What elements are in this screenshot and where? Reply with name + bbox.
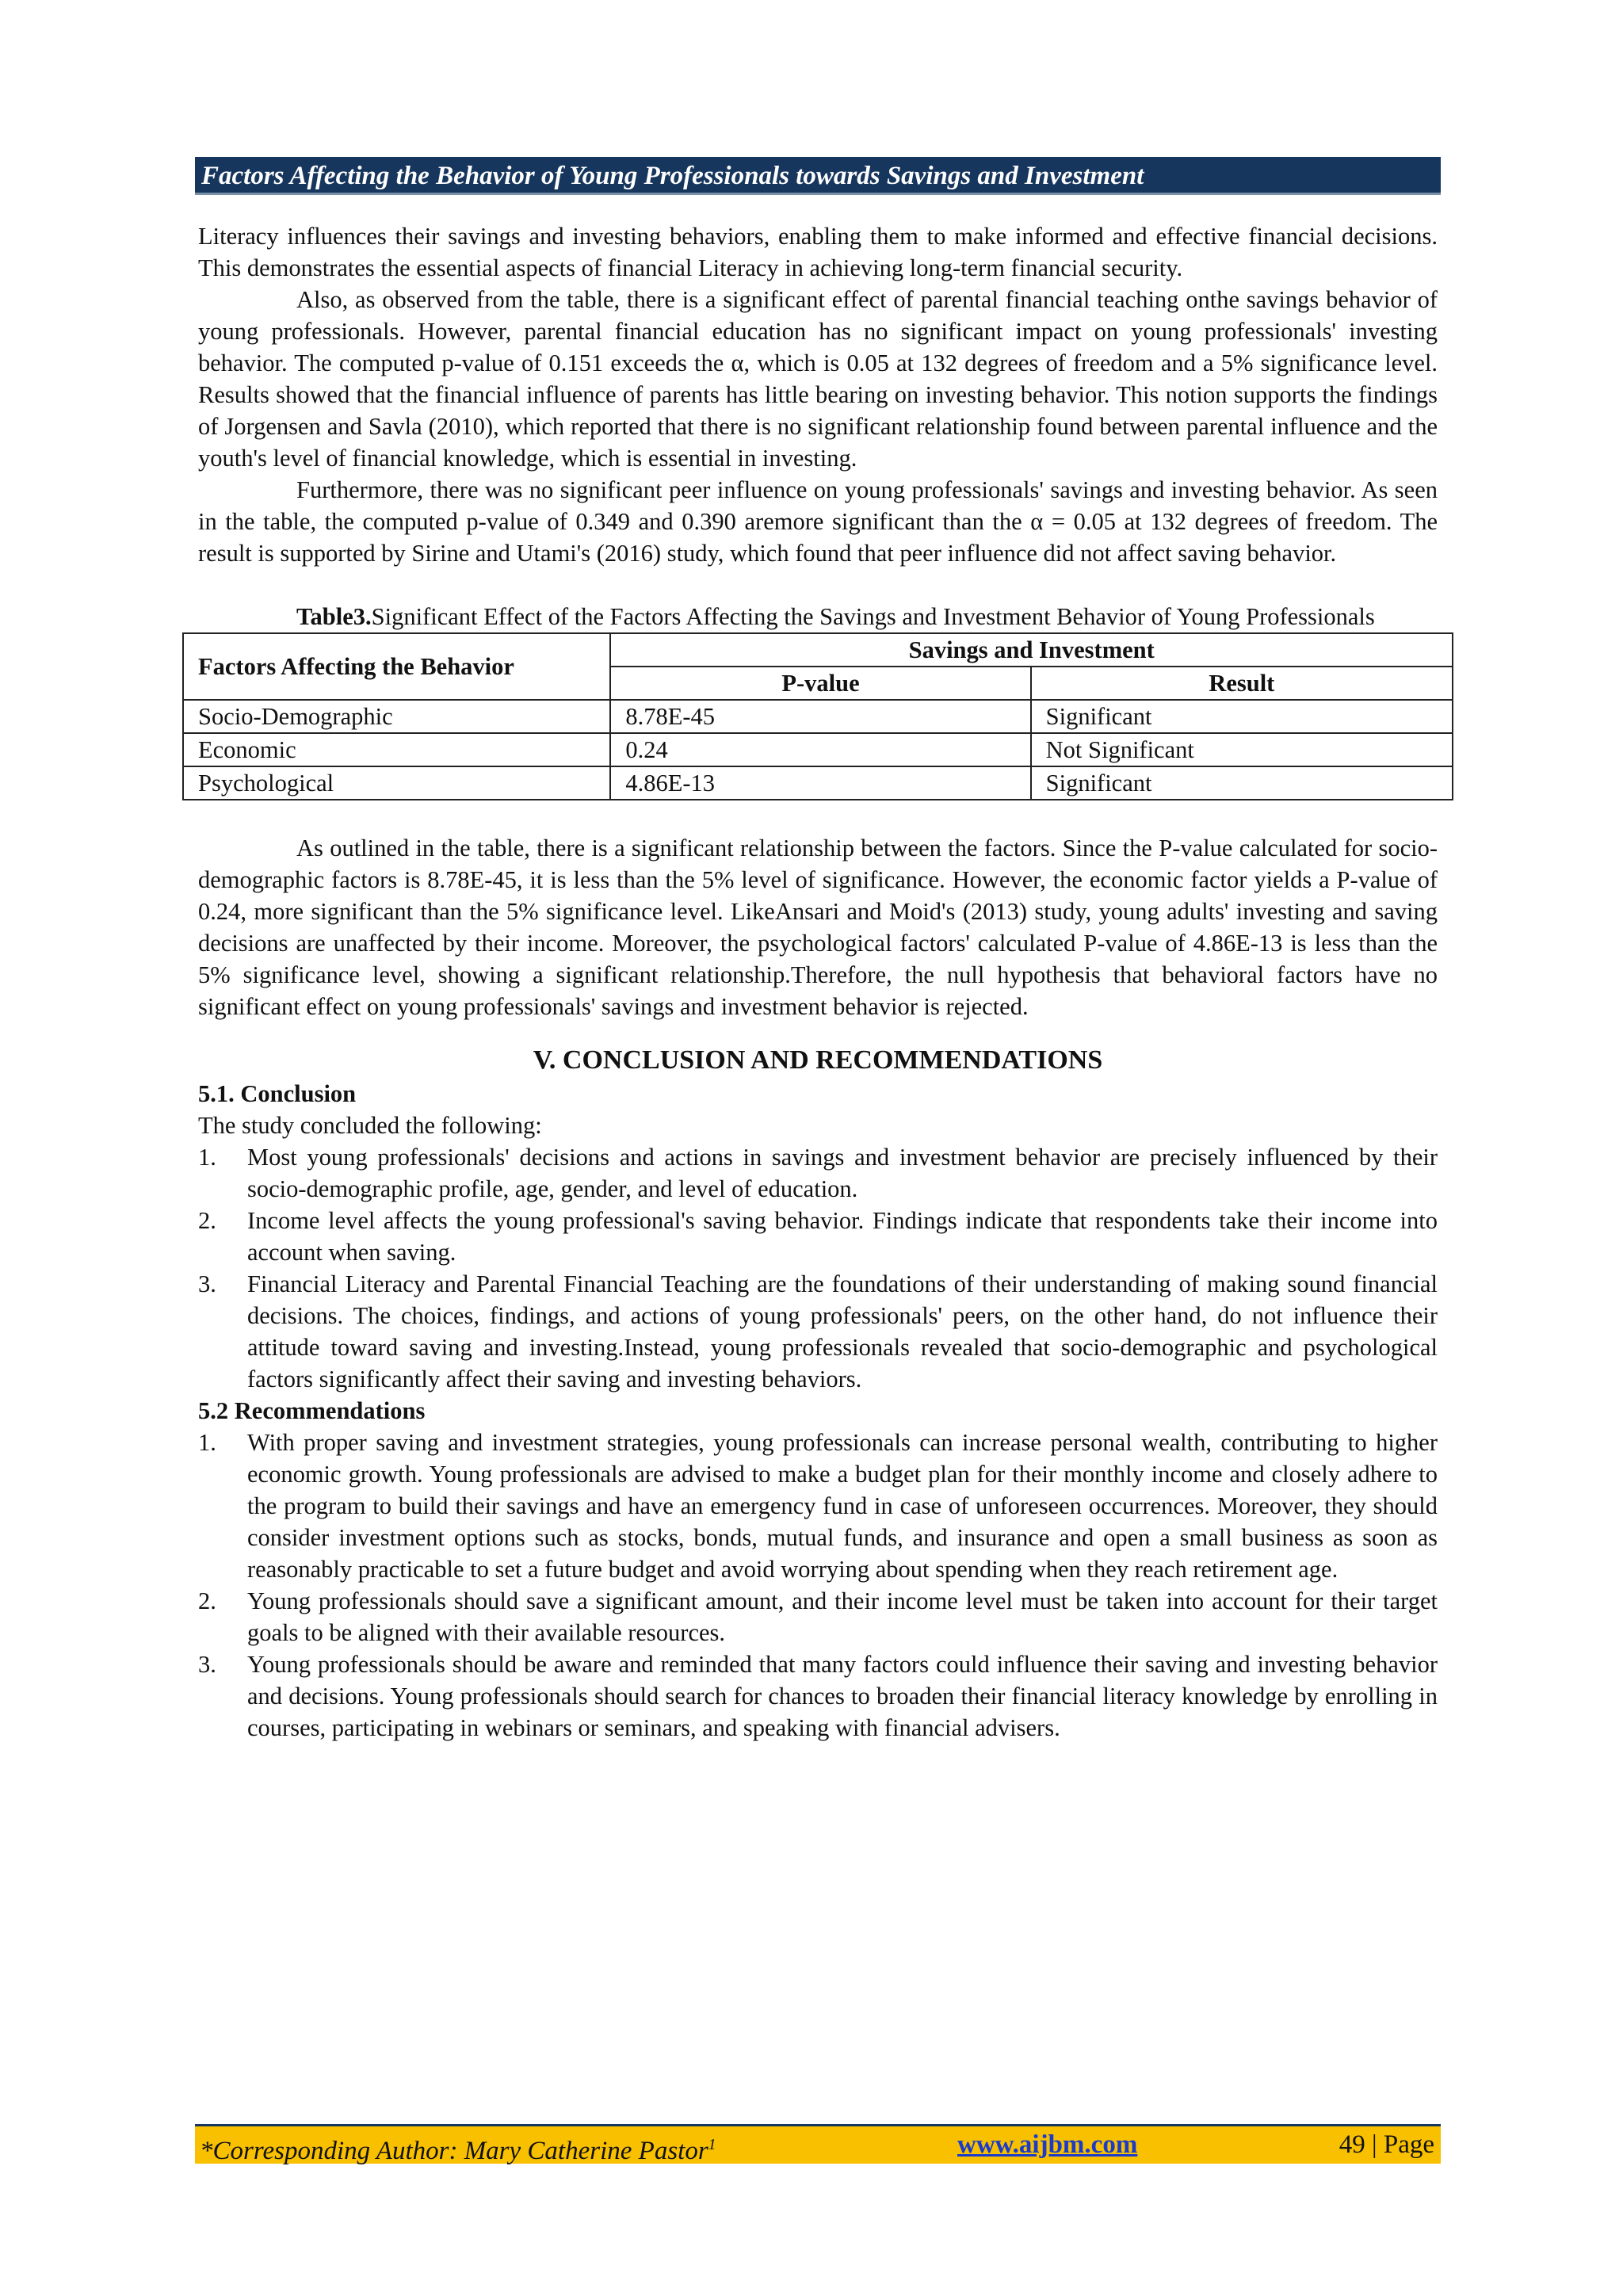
conclusion-list: [198, 1141, 1438, 1395]
author-affiliation-mark: 1: [708, 2136, 716, 2153]
list-item-number: 2.: [198, 1587, 216, 1614]
conclusion-heading: 5.1. Conclusion: [198, 1080, 357, 1107]
list-item-text: Income level affects the young professional's saving behavior. Findings indicate that respondents take their income into account when saving.: [247, 1207, 1438, 1266]
list-item-number: 1.: [198, 1429, 216, 1456]
table-row: [183, 733, 1453, 766]
list-item: [198, 1585, 1438, 1648]
conclusion-intro: The study concluded the following:: [198, 1112, 542, 1139]
page-footer: [195, 2124, 1441, 2164]
list-item: [198, 1205, 1438, 1268]
table-header-pvalue: P-value: [610, 667, 1030, 700]
table-caption: [198, 601, 1438, 632]
paragraph-literacy: Literacy influences their savings and investing behaviors, enabling them to make informed and effective financial decisions. This demonstrates the essential aspects of financial Literacy in achieving long-term financial security.: [198, 223, 1438, 281]
page-content: [198, 220, 1438, 1744]
table-row: [183, 700, 1453, 733]
paragraph-parental: Also, as observed from the table, there is a significant effect of parental financial teaching onthe savings behavior of young professionals. However, parental financial education has no significant impact on young professionals' investing behavior. The computed p-value of 0.151 exceeds the α, which is 0.05 at 132 degrees of freedom and a 5% significance level. Results showed that the financial influence of parents has little bearing on investing behavior. This notion supports the findings of Jorgensen and Savla (2010), which reported that there is no significant relationship found between parental influence and the youth's level of financial knowledge, which is essential in investing.: [198, 286, 1438, 472]
list-item-text: Young professionals should save a significant amount, and their income level must be taken into account for their target goals to be aligned with their available resources.: [247, 1587, 1438, 1646]
table-header-group: Savings and Investment: [610, 633, 1453, 667]
list-item: [198, 1268, 1438, 1395]
section-title: V. CONCLUSION AND RECOMMENDATIONS: [533, 1045, 1103, 1075]
table-cell-result: Significant: [1031, 700, 1453, 733]
table-cell-result: Significant: [1031, 766, 1453, 800]
running-header: [195, 157, 1441, 195]
list-item-text: Most young professionals' decisions and actions in savings and investment behavior are precisely influenced by their socio-demographic profile, age, gender, and level of education.: [247, 1144, 1438, 1202]
table-cell-factor: Psychological: [183, 766, 610, 800]
table-row: [183, 766, 1453, 800]
recommendations-list: [198, 1427, 1438, 1744]
table-header-row: [183, 633, 1453, 667]
paragraph-peer: Furthermore, there was no significant peer influence on young professionals' savings and investing behavior. As seen in the table, the computed p-value of 0.349 and 0.390 aremore significant than the α = 0.05 at 132 degrees of freedom. The result is supported by Sirine and Utami's (2016) study, which found that peer influence did not affect saving behavior.: [198, 476, 1438, 567]
table-cell-pvalue: 4.86E-13: [610, 766, 1030, 800]
journal-website-link[interactable]: www.aijbm.com: [957, 2130, 1138, 2159]
table-cell-factor: Socio-Demographic: [183, 700, 610, 733]
table-caption-label: Table3.: [296, 603, 372, 630]
running-header-title: Factors Affecting the Behavior of Young Professionals towards Savings and Investment: [201, 162, 1144, 190]
list-item: [198, 1427, 1438, 1585]
corresponding-author: [200, 2126, 716, 2169]
results-table: [182, 632, 1453, 800]
list-item: [198, 1141, 1438, 1205]
list-item-text: With proper saving and investment strategies, young professionals can increase personal wealth, contributing to higher economic growth. Young professionals are advised to make a budget plan for their monthly income and closely adhere to the program to build their savings and have an emergency fund in case of unforeseen occurrences. Moreover, they should consider investment options such as stocks, bonds, mutual funds, and insurance and open a small business as soon as reasonably practicable to set a future budget and avoid worrying about spending when they reach retirement age.: [247, 1429, 1438, 1583]
table-cell-pvalue: 8.78E-45: [610, 700, 1030, 733]
paragraph-table-discussion: As outlined in the table, there is a significant relationship between the factors. Since the P-value calculated for socio-demographic factors is 8.78E-45, it is less than the 5% level of significance. However, the economic factor yields a P-value of 0.24, more significant than the 5% significance level. LikeAnsari and Moid's (2013) study, young adults' investing and saving decisions are unaffected by their income. Moreover, the psychological factors' calculated P-value of 4.86E-13 is less than the 5% significance level, showing a significant relationship.Therefore, the null hypothesis that behavioral factors have no significant effect on young professionals' savings and investment behavior is rejected.: [198, 835, 1438, 1020]
recommendations-heading: 5.2 Recommendations: [198, 1397, 426, 1424]
list-item-number: 1.: [198, 1144, 216, 1171]
list-item-text: Young professionals should be aware and reminded that many factors could influence their saving and investing behavior and decisions. Young professionals should search for chances to broaden their financial literacy knowledge by enrolling in courses, participating in webinars or seminars, and speaking with financial advisers.: [247, 1651, 1438, 1741]
corresponding-author-label: *Corresponding Author: [200, 2137, 449, 2165]
list-item-number: 3.: [198, 1651, 216, 1678]
table-cell-result: Not Significant: [1031, 733, 1453, 766]
corresponding-author-name: : Mary Catherine Pastor: [449, 2137, 708, 2165]
table-cell-pvalue: 0.24: [610, 733, 1030, 766]
list-item-text: Financial Literacy and Parental Financial Teaching are the foundations of their understanding of making sound financial decisions. The choices, findings, and actions of young professionals' peers, on the other hand, do not influence their attitude toward saving and investing.Instead, young professionals revealed that socio-demographic and psychological factors significantly affect their saving and investing behaviors.: [247, 1270, 1438, 1392]
table-caption-text: Significant Effect of the Factors Affecting the Savings and Investment Behavior of Young Professionals: [371, 603, 1375, 630]
list-item-number: 2.: [198, 1207, 216, 1234]
table-header-result: Result: [1031, 667, 1453, 700]
table-header-factor: Factors Affecting the Behavior: [183, 633, 610, 700]
table-cell-factor: Economic: [183, 733, 610, 766]
page-number: 49 | Page: [1338, 2130, 1434, 2159]
list-item: [198, 1648, 1438, 1744]
list-item-number: 3.: [198, 1270, 216, 1297]
